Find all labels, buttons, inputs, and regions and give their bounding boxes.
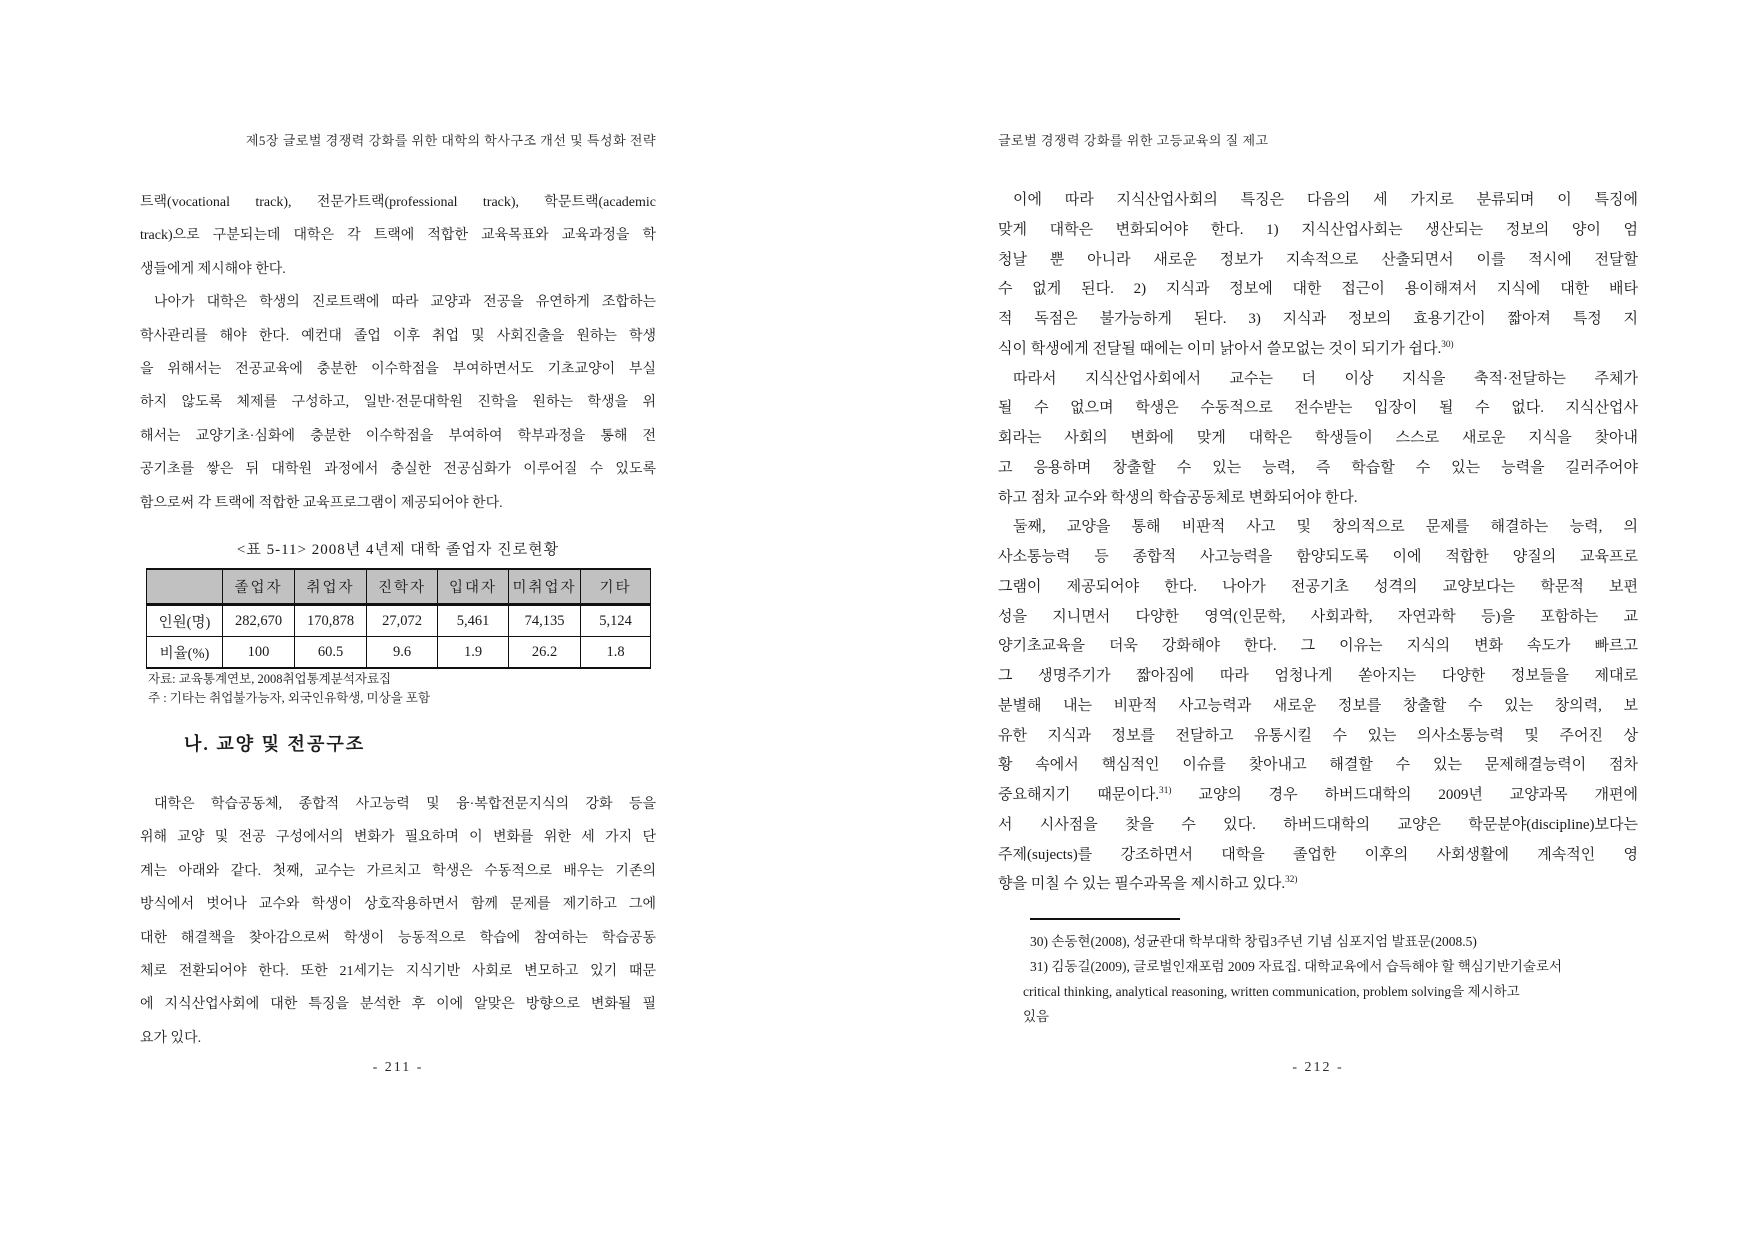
text-line: 에 지식산업사회에 대한 특징을 분석한 후 이에 알맞은 방향으로 변화될 필	[140, 997, 656, 1013]
table-cell: 인원(명)	[147, 605, 223, 637]
text-line: 사소통능력 등 종합적 사고능력을 함양되도록 이에 적합한 양질의 교육프로	[998, 549, 1638, 565]
table-header-row	[147, 569, 651, 605]
table-cell: 60.5	[295, 637, 367, 669]
text-line: 성을 지니면서 다양한 영역(인문학, 사회과학, 자연과학 등)을 포함하는 교	[998, 608, 1638, 625]
table-cell: 1.9	[438, 637, 509, 669]
text-line: 고 응용하며 창출할 수 있는 능력, 즉 학습할 수 있는 능력을 길러주어야	[998, 459, 1638, 476]
text-line: 이에 따라 지식산업사회의 특징은 다음의 세 가지로 분류되며 이 특징에	[1013, 192, 1638, 208]
running-head-right: 글로벌 경쟁력 강화를 위한 고등교육의 질 제고	[998, 133, 1269, 148]
table-legend-note: 주 : 기타는 취업불가능자, 외국인유학생, 미상을 포함	[148, 691, 431, 705]
table-header-cell	[147, 569, 223, 605]
text-line: 따라서 지식산업사회에서 교수는 더 이상 지식을 축적·전달하는 주체가	[1013, 370, 1638, 387]
text-line: 생들에게 제시해야 한다.	[140, 261, 286, 277]
table-notes	[148, 670, 664, 708]
text-line: 을 위해서는 전공교육에 충분한 이수학점을 부여하면서도 기초교양이 부실	[140, 361, 656, 377]
body-text-upper	[140, 186, 656, 520]
table-row	[147, 637, 651, 669]
table-row	[147, 605, 651, 637]
footnote-line: 31) 김동길(2009), 글로벌인재포럼 2009 자료집. 대학교육에서 습득해야 할 핵심기반기술로서	[1030, 959, 1563, 974]
section-heading: 나. 교양 및 전공구조	[184, 734, 366, 754]
footnote-line: critical thinking, analytical reasoning, written communication, problem solving을 제시하고	[1023, 984, 1520, 999]
text-line: 양기초교육을 더욱 강화해야 한다. 그 이유는 지식의 변화 속도가 빠르고	[998, 638, 1638, 655]
text-line: 위해 교양 및 전공 구성에서의 변화가 필요하며 이 변화를 위한 세 가지 단	[140, 830, 656, 846]
text-line: 학사관리를 해야 한다. 예컨대 졸업 이후 취업 및 사회진출을 원하는 학생	[140, 328, 656, 344]
text-line: 하고 점차 교수와 학생의 학습공동체로 변화되어야 한다.	[998, 489, 1358, 506]
text-line: 서 시사점을 찾을 수 있다. 하버드대학의 교양은 학문분야(discipline)보다는	[998, 816, 1638, 833]
text-line: 될 수 없으며 학생은 수동적으로 전수받는 입장이 될 수 없다. 지식산업사	[998, 400, 1638, 417]
text-line: 트랙(vocational track), 전문가트랙(professional track), 학문트랙(academic	[140, 195, 656, 210]
running-head-left: 제5장 글로벌 경쟁력 강화를 위한 대학의 학사구조 개선 및 특성화 전략	[245, 133, 656, 148]
text-line: 공기초를 쌓은 뒤 대학원 과정에서 충실한 전공심화가 이루어질 수 있도록	[140, 462, 656, 478]
footnote-line: 30) 손동현(2008), 성균관대 학부대학 창립3주년 기념 심포지엄 발표문(2008.5)	[1030, 934, 1477, 949]
table-header-cell: 미취업자	[509, 569, 581, 605]
table-header-cell: 진학자	[367, 569, 438, 605]
table-cell: 74,135	[509, 605, 581, 637]
table-cell: 282,670	[223, 605, 295, 637]
text-line: 계는 아래와 같다. 첫째, 교수는 가르치고 학생은 수동적으로 배우는 기존의	[140, 863, 656, 879]
body-text	[998, 186, 1638, 900]
text-line: 향을 미칠 수 있는 필수과목을 제시하고 있다.$^{32)}$	[998, 875, 1298, 893]
page-212	[998, 0, 1638, 1240]
text-line: 해서는 교양기초·심화에 충분한 이수학점을 부여하여 학부과정을 통해 전	[140, 428, 656, 444]
text-line: 중요해지기 때문이다.$^{31)}$ 교양의 경우 하버드대학의 2009년 교양과목 개편에	[998, 786, 1638, 803]
table-header-cell: 기타	[581, 569, 651, 605]
text-line: 대한 해결책을 찾아감으로써 학생이 능동적으로 학습에 참여하는 학습공동	[140, 930, 656, 946]
text-line: 그램이 제공되어야 한다. 나아가 전공기초 성격의 교양보다는 학문적 보편	[998, 578, 1638, 595]
text-line: 체로 전환되어야 한다. 또한 21세기는 지식기반 사회로 변모하고 있기 때문	[140, 963, 656, 979]
text-line: track)으로 구분되는데 대학은 각 트랙에 적합한 교육목표와 교육과정을 학	[140, 228, 656, 244]
text-line: 하지 않도록 체제를 구성하고, 일반·전문대학원 진학을 원하는 학생을 위	[140, 395, 656, 411]
footnote-lines	[1023, 929, 1638, 1029]
text-line: 요가 있다.	[140, 1030, 202, 1046]
text-line: 나아가 대학은 학생의 진로트랙에 따라 교양과 전공을 유연하게 조합하는	[154, 295, 656, 311]
text-line: 식이 학생에게 전달될 때에는 이미 낡아서 쓸모없는 것이 되기가 쉽다.$^{30)}$	[998, 339, 1454, 357]
table-header-cell: 입대자	[438, 569, 509, 605]
page-number-right: - 212 -	[1292, 1060, 1344, 1075]
text-line: 대학은 학습공동체, 종합적 사고능력 및 융·복합전문지식의 강화 등을	[154, 797, 656, 812]
table-cell: 100	[223, 637, 295, 669]
table-cell: 9.6	[367, 637, 438, 669]
table-title: <표 5-11> 2008년 4년제 대학 졸업자 진로현황	[236, 542, 560, 558]
footnote-divider	[1030, 918, 1180, 920]
text-line: 둘째, 교양을 통해 비판적 사고 및 창의적으로 문제를 해결하는 능력, 의	[1013, 519, 1638, 536]
text-line: 유한 지식과 정보를 전달하고 유통시킬 수 있는 의사소통능력 및 주어진 상	[998, 727, 1638, 744]
text-line: 방식에서 벗어나 교수와 학생이 상호작용하면서 함께 문제를 제기하고 그에	[140, 897, 656, 913]
table-cell: 1.8	[581, 637, 651, 669]
text-line: 청날 뿐 아니라 새로운 정보가 지속적으로 산출되면서 이를 적시에 전달할	[998, 251, 1638, 268]
text-line: 그 생명주기가 짧아짐에 따라 엄청나게 쏟아지는 다양한 정보들을 제대로	[998, 668, 1638, 684]
text-line: 주제(sujects)를 강조하면서 대학을 졸업한 이후의 사회생활에 계속적인 영	[998, 846, 1638, 863]
graduate-career-table	[146, 568, 651, 669]
text-line: 수 없게 된다. 2) 지식과 정보에 대한 접근이 용이해져서 지식에 대한 배타	[998, 281, 1638, 298]
table-header-cell: 졸업자	[223, 569, 295, 605]
table-header-cell: 취업자	[295, 569, 367, 605]
text-line: 황 속에서 핵심적인 이슈를 찾아내고 해결할 수 있는 문제해결능력이 점차	[998, 757, 1638, 774]
body-text-lower	[140, 788, 656, 1055]
text-line: 맞게 대학은 변화되어야 한다. 1) 지식산업사회는 생산되는 정보의 양이 엄	[998, 221, 1638, 238]
text-line: 함으로써 각 트랙에 적합한 교육프로그램이 제공되어야 한다.	[140, 495, 503, 511]
table-cell: 5,461	[438, 605, 509, 637]
table-cell: 26.2	[509, 637, 581, 669]
text-line: 적 독점은 불가능하게 된다. 3) 지식과 정보의 효용기간이 짧아져 특정 지	[998, 311, 1638, 327]
page-number-left: - 211 -	[372, 1060, 424, 1075]
table-cell: 5,124	[581, 605, 651, 637]
text-line: 회라는 사회의 변화에 맞게 대학은 학생들이 스스로 새로운 지식을 찾아내	[998, 430, 1638, 446]
table-cell: 27,072	[367, 605, 438, 637]
table-source-note: 자료: 교육통계연보, 2008취업통계분석자료집	[148, 672, 392, 686]
footnotes-block	[1023, 918, 1638, 1029]
table-cell: 170,878	[295, 605, 367, 637]
table-cell: 비율(%)	[147, 637, 223, 669]
footnote-line: 있음	[1023, 1009, 1050, 1024]
text-line: 분별해 내는 비판적 사고능력과 새로운 정보를 창출할 수 있는 창의력, 보	[998, 697, 1638, 714]
page-211	[140, 0, 656, 1240]
